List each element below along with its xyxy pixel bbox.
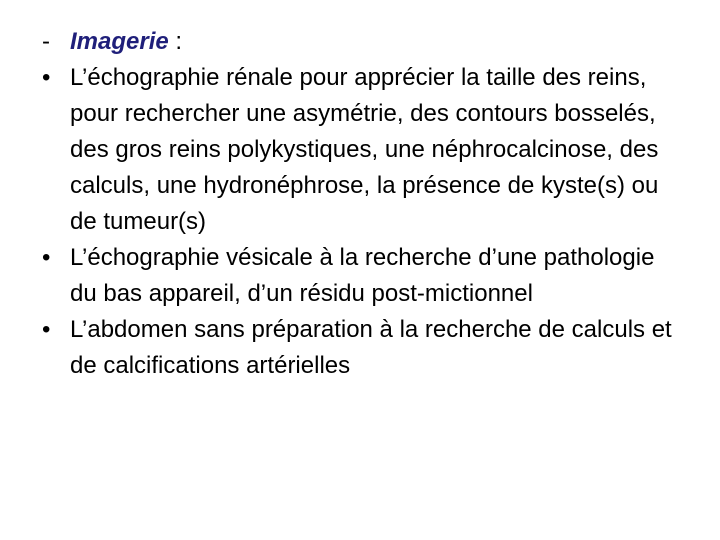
bullet-item [42, 312, 682, 384]
bullet-item [42, 240, 682, 312]
bullet-text: L’abdomen sans préparation à la recherche de calculs et de calcifications artérielles [70, 316, 672, 379]
bullet-icon: • [42, 244, 51, 271]
bullet-icon: • [42, 316, 51, 343]
section-heading: Imagerie [70, 28, 169, 55]
dash-marker: - [42, 28, 50, 55]
heading-line [42, 24, 682, 60]
bullet-item [42, 60, 682, 240]
slide-content [42, 24, 682, 384]
bullet-icon: • [42, 64, 51, 91]
bullet-text: L’échographie vésicale à la recherche d’une pathologie du bas appareil, d’un résidu post-mictionnel [70, 244, 655, 307]
bullet-text: L’échographie rénale pour apprécier la taille des reins, pour rechercher une asymétrie, des contours bosselés, des gros reins polykystiques, une néphrocalcinose, des calculs, une hydronéphrose, la présence de kyste(s) ou de tumeur(s) [70, 64, 659, 235]
heading-colon: : [168, 28, 183, 55]
